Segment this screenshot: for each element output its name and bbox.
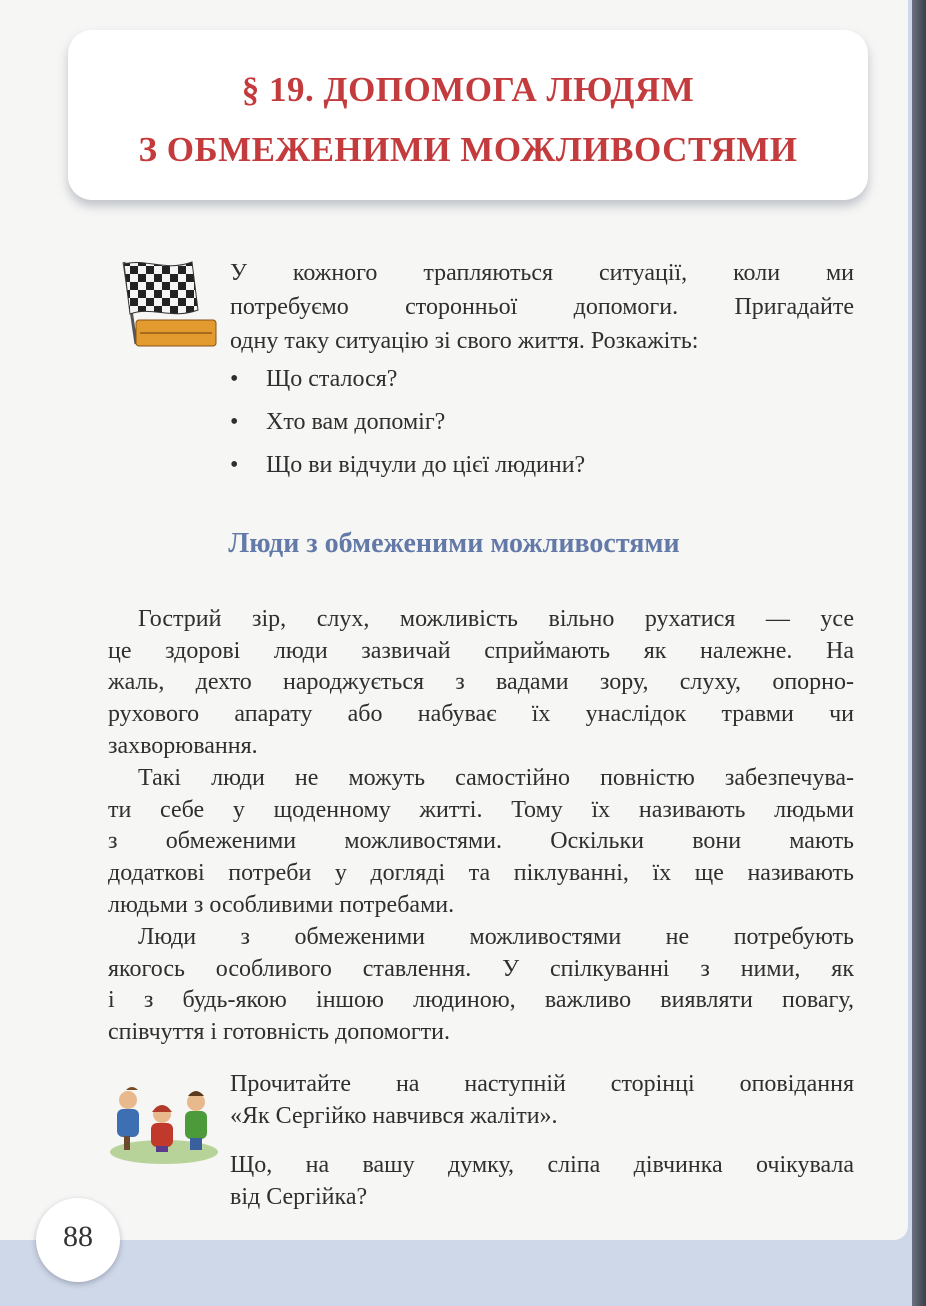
intro-line: потребуємо сторонньої допомоги. Пригадайте <box>230 294 854 320</box>
text-line: Такі люди не можуть самостійно повністю забезпечува- <box>138 765 854 791</box>
text-line: Прочитайте на наступній сторінці оповідання <box>230 1071 854 1097</box>
section-heading: Люди з обмеженими можливостями <box>228 528 680 559</box>
bullet-text: Що ви відчули до цієї людини? <box>266 452 586 478</box>
intro-line: У кожного трапляються ситуації, коли ми <box>230 260 854 286</box>
intro-line: одну таку ситуацію зі свого життя. Розкажіть: <box>230 328 699 354</box>
children-discussion-icon <box>104 1074 222 1166</box>
text-line: людьми з особливими потребами. <box>108 891 455 918</box>
task-text-2 <box>230 1149 854 1213</box>
bullet-text: Що сталося? <box>266 366 398 392</box>
text-line: додаткові потреби у догляді та піклуванні, їх ще називають <box>108 860 854 887</box>
bullet-item: • Що сталося? <box>230 366 398 392</box>
bullet-text: Хто вам допоміг? <box>266 409 446 435</box>
bullet-item: • Хто вам допоміг? <box>230 409 446 435</box>
text-line: захворювання. <box>108 732 258 759</box>
title-card <box>68 30 868 200</box>
text-line: з обмеженими можливостями. Оскільки вони мають <box>108 828 854 855</box>
paragraph <box>108 604 854 763</box>
bullet-item: • Що ви відчули до цієї людини? <box>230 452 586 478</box>
text-line: Що, на вашу думку, сліпа дівчинка очікувала <box>230 1152 854 1178</box>
paragraph <box>108 922 854 1049</box>
page-title-line-1: § 19. ДОПОМОГА ЛЮДЯМ <box>241 70 695 109</box>
text-line: рухового апарату або набуває їх унаслідок травми чи <box>108 701 854 728</box>
paragraph <box>108 763 854 922</box>
text-line: Люди з обмеженими можливостями не потребують <box>138 924 854 950</box>
checkered-flag-icon <box>106 258 218 350</box>
book-edge <box>912 0 926 1306</box>
text-line: якогось особливого ставлення. У спілкуванні з ними, як <box>108 955 854 982</box>
text-line: і з будь-якою іншою людиною, важливо виявляти повагу, <box>108 987 854 1014</box>
text-line: жаль, дехто народжується з вадами зору, слуху, опорно- <box>108 669 854 696</box>
text-line: «Як Сергійко навчився жаліти». <box>230 1103 558 1129</box>
text-line: від Сергійка? <box>230 1184 368 1210</box>
page-number: 88 <box>63 1220 93 1253</box>
task-text-1 <box>230 1068 854 1132</box>
text-line: співчуття і готовність допомогти. <box>108 1019 451 1046</box>
text-line: ти себе у щоденному житті. Тому їх називають людьми <box>108 796 854 823</box>
intro-text <box>230 256 854 324</box>
text-line: Гострий зір, слух, можливість вільно рухатися — усе <box>138 606 854 632</box>
text-line: це здорові люди зазвичай сприймають як належне. На <box>108 637 854 664</box>
page-title-line-2: З ОБМЕЖЕНИМИ МОЖЛИВОСТЯМИ <box>138 130 798 169</box>
